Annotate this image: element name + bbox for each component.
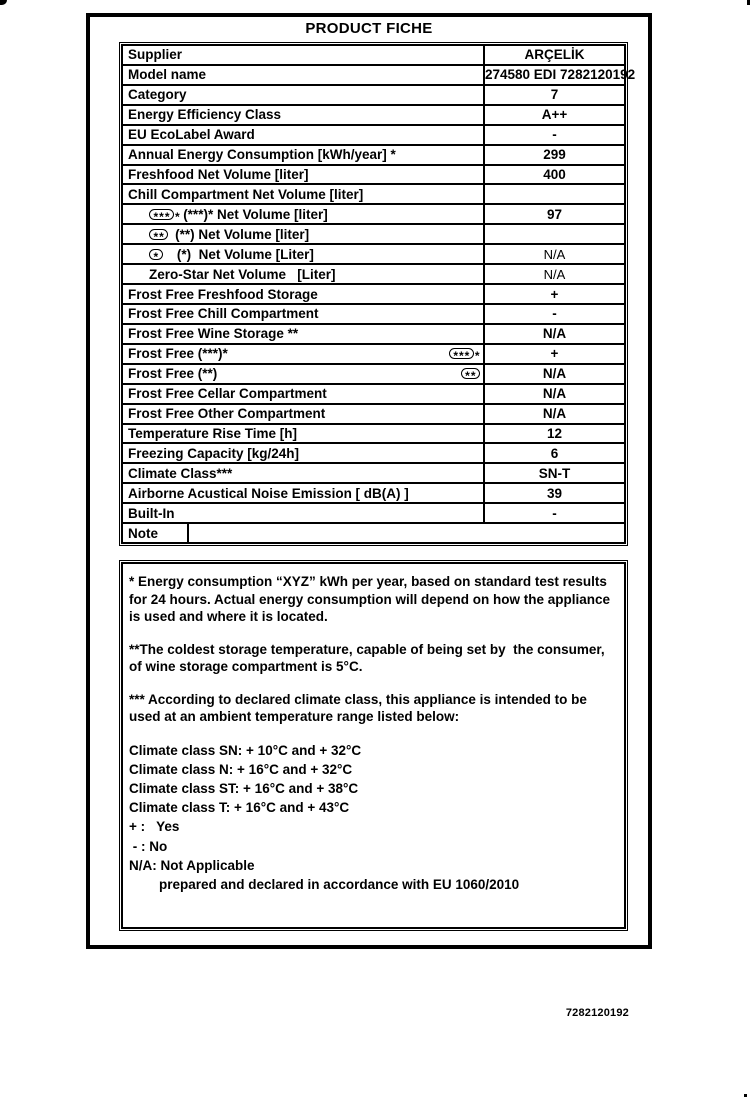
row-value xyxy=(485,484,624,502)
note-empty-cell xyxy=(189,524,624,542)
page-title: PRODUCT FICHE xyxy=(305,20,433,37)
row-label-text: Supplier xyxy=(128,47,183,63)
table-row xyxy=(123,444,624,464)
row-value-text: 299 xyxy=(543,147,566,163)
row-label-text: Zero-Star Net Volume [Liter] xyxy=(149,266,336,282)
row-label xyxy=(123,86,485,104)
table-row xyxy=(123,205,624,225)
row-value xyxy=(485,464,624,482)
table-row xyxy=(123,66,636,86)
row-value-text: N/A xyxy=(543,266,566,282)
row-value-text: N/A xyxy=(542,406,567,422)
row-label-text: Model name xyxy=(128,67,207,83)
row-value xyxy=(485,444,624,462)
two-star-icon xyxy=(149,229,168,244)
row-value xyxy=(485,106,624,124)
row-label xyxy=(123,305,485,323)
table-row xyxy=(123,106,624,126)
note-line: Climate class T: + 16°C and + 43°C xyxy=(129,800,350,816)
table-row xyxy=(123,146,624,166)
row-value-text: SN-T xyxy=(538,465,571,481)
row-value xyxy=(485,345,624,363)
two-star-box-icon: * * xyxy=(149,229,168,240)
row-value xyxy=(485,205,624,223)
row-value-text: + xyxy=(550,286,559,302)
row-label-text: Frost Free Wine Storage ** xyxy=(128,326,299,342)
one-star-box-icon: * xyxy=(149,249,163,260)
scan-artifact xyxy=(744,1094,747,1097)
row-value-text: N/A xyxy=(542,326,567,342)
table-row xyxy=(123,385,624,405)
row-label xyxy=(123,245,485,263)
row-label xyxy=(123,484,485,502)
row-label xyxy=(123,205,485,223)
row-label xyxy=(123,106,485,124)
row-label-text: (*) Net Volume [Liter] xyxy=(165,246,314,262)
three-star-plus-icon xyxy=(449,348,480,364)
row-value xyxy=(485,166,624,184)
three-star-box-icon: * * * xyxy=(149,209,174,220)
row-value xyxy=(485,405,624,423)
row-value xyxy=(485,46,624,64)
notes-box xyxy=(119,560,628,931)
row-label xyxy=(123,385,485,403)
row-label xyxy=(123,365,485,383)
note-line: - : No xyxy=(129,838,168,854)
row-label-text: (**) Net Volume [liter] xyxy=(171,226,310,242)
row-label-text: EU EcoLabel Award xyxy=(128,127,255,143)
row-value-text: 39 xyxy=(546,485,563,501)
star-icon: * xyxy=(474,349,480,364)
note-line: Climate class N: + 16°C and + 32°C xyxy=(129,761,353,777)
row-label xyxy=(123,185,485,203)
two-star-icon xyxy=(461,368,480,384)
note-line: prepared and declared in accordance with EU 1060/2010 xyxy=(159,876,520,892)
row-value xyxy=(485,146,624,164)
notes-content xyxy=(123,564,624,927)
row-value xyxy=(485,245,624,263)
row-value-text: - xyxy=(552,127,557,143)
table-row xyxy=(123,86,624,106)
row-value xyxy=(485,385,624,403)
scan-artifact xyxy=(0,0,7,5)
row-label-text: Airborne Acustical Noise Emission [ dB(A) ] xyxy=(128,485,409,501)
table-row xyxy=(123,345,624,365)
row-label-text: Climate Class*** xyxy=(128,465,233,481)
table-row xyxy=(123,245,624,265)
row-label xyxy=(123,325,485,343)
row-label xyxy=(123,166,485,184)
fiche-table xyxy=(119,42,636,546)
note-line: Climate class ST: + 16°C and + 38°C xyxy=(129,780,359,796)
row-value-text: 274580 EDI 7282120192 xyxy=(485,67,636,83)
row-value xyxy=(485,66,635,84)
table-row xyxy=(123,425,624,445)
note-line: **The coldest storage temperature, capable of being set by the consumer, of wine storage compartment is 5°C. xyxy=(129,641,609,674)
note-line: * Energy consumption “XYZ” kWh per year, based on standard test results for 24 hours. Actual energy consumption will depend on how the appliance is used and where it is located. xyxy=(129,574,614,624)
row-value xyxy=(485,285,624,303)
row-value-text: ARÇELİK xyxy=(524,47,585,63)
fiche-table-rows xyxy=(121,44,636,544)
footer-code: 7282120192 xyxy=(565,1007,629,1019)
table-row xyxy=(123,225,624,245)
table-row xyxy=(123,464,624,484)
row-label-text: Annual Energy Consumption [kWh/year] * xyxy=(128,147,396,163)
row-label xyxy=(123,405,485,423)
row-value xyxy=(485,504,624,522)
row-label-text: Freshfood Net Volume [liter] xyxy=(128,166,309,182)
row-label-text: (***)* Net Volume [liter] xyxy=(183,206,328,222)
row-label-text: Freezing Capacity [kg/24h] xyxy=(128,445,300,461)
table-row xyxy=(123,484,624,504)
row-value-text: 6 xyxy=(550,445,559,461)
row-label-text: Chill Compartment Net Volume [liter] xyxy=(128,186,364,202)
row-value xyxy=(485,225,624,243)
row-value xyxy=(485,425,624,443)
row-value-text: 7 xyxy=(550,87,559,103)
row-value xyxy=(485,86,624,104)
three-star-plus-icon xyxy=(149,208,180,224)
row-value-text: 12 xyxy=(546,425,563,441)
row-value-text: N/A xyxy=(542,386,567,402)
row-label-text: Temperature Rise Time [h] xyxy=(128,425,298,441)
row-label-text: Frost Free Chill Compartment xyxy=(128,306,319,322)
row-value xyxy=(485,365,624,383)
table-row xyxy=(123,325,624,345)
table-row xyxy=(123,305,624,325)
row-label xyxy=(123,265,485,283)
row-label-text: Frost Free Freshfood Storage xyxy=(128,286,318,302)
row-label xyxy=(123,345,485,363)
row-label xyxy=(123,285,485,303)
table-row xyxy=(123,405,624,425)
note-line: N/A: Not Applicable xyxy=(129,857,255,873)
row-value-text: 97 xyxy=(546,206,563,222)
row-value-text: N/A xyxy=(543,246,566,262)
row-value-text: A++ xyxy=(541,107,568,123)
row-value-text: - xyxy=(552,306,557,322)
row-label-text: Frost Free Other Compartment xyxy=(128,406,326,422)
row-label-text: Note xyxy=(128,525,158,541)
row-value xyxy=(485,126,624,144)
row-label-text: Category xyxy=(128,87,187,103)
table-row xyxy=(123,504,624,524)
row-label xyxy=(123,225,485,243)
row-label xyxy=(123,66,485,84)
row-label-text: Energy Efficiency Class xyxy=(128,107,282,123)
three-star-box-icon: * * * xyxy=(449,348,474,359)
row-value-text: + xyxy=(550,346,559,362)
two-star-box-icon: * * xyxy=(461,368,480,379)
note-line: Climate class SN: + 10°C and + 32°C xyxy=(129,742,362,758)
row-label xyxy=(123,146,485,164)
one-star-icon xyxy=(149,249,163,264)
note-line: + : Yes xyxy=(129,819,180,835)
row-value xyxy=(485,325,624,343)
table-row xyxy=(123,285,624,305)
table-row xyxy=(123,365,624,385)
row-label-text: Frost Free Cellar Compartment xyxy=(128,386,327,402)
row-label xyxy=(123,524,189,542)
row-label xyxy=(123,425,485,443)
table-row xyxy=(123,265,624,285)
row-value-text: 400 xyxy=(543,166,566,182)
row-label xyxy=(123,504,485,522)
table-row xyxy=(123,185,624,205)
table-row xyxy=(123,524,624,542)
row-label-text: Built-In xyxy=(128,505,175,521)
row-value xyxy=(485,305,624,323)
note-line: *** According to declared climate class, this appliance is intended to be used at an ambient temperature range listed below: xyxy=(129,691,591,724)
product-fiche-frame xyxy=(86,13,652,949)
row-value-text: N/A xyxy=(542,366,567,382)
row-label xyxy=(123,46,485,64)
row-value xyxy=(485,185,624,203)
star-icon: * xyxy=(175,209,180,224)
table-row xyxy=(123,126,624,146)
table-row xyxy=(123,46,624,66)
table-row xyxy=(123,166,624,186)
row-value xyxy=(485,265,624,283)
row-label xyxy=(123,444,485,462)
row-label-text: Frost Free (**) xyxy=(128,366,218,382)
row-value-text: - xyxy=(552,505,557,521)
row-label-text: Frost Free (***)* xyxy=(128,346,228,362)
row-label xyxy=(123,126,485,144)
row-label xyxy=(123,464,485,482)
